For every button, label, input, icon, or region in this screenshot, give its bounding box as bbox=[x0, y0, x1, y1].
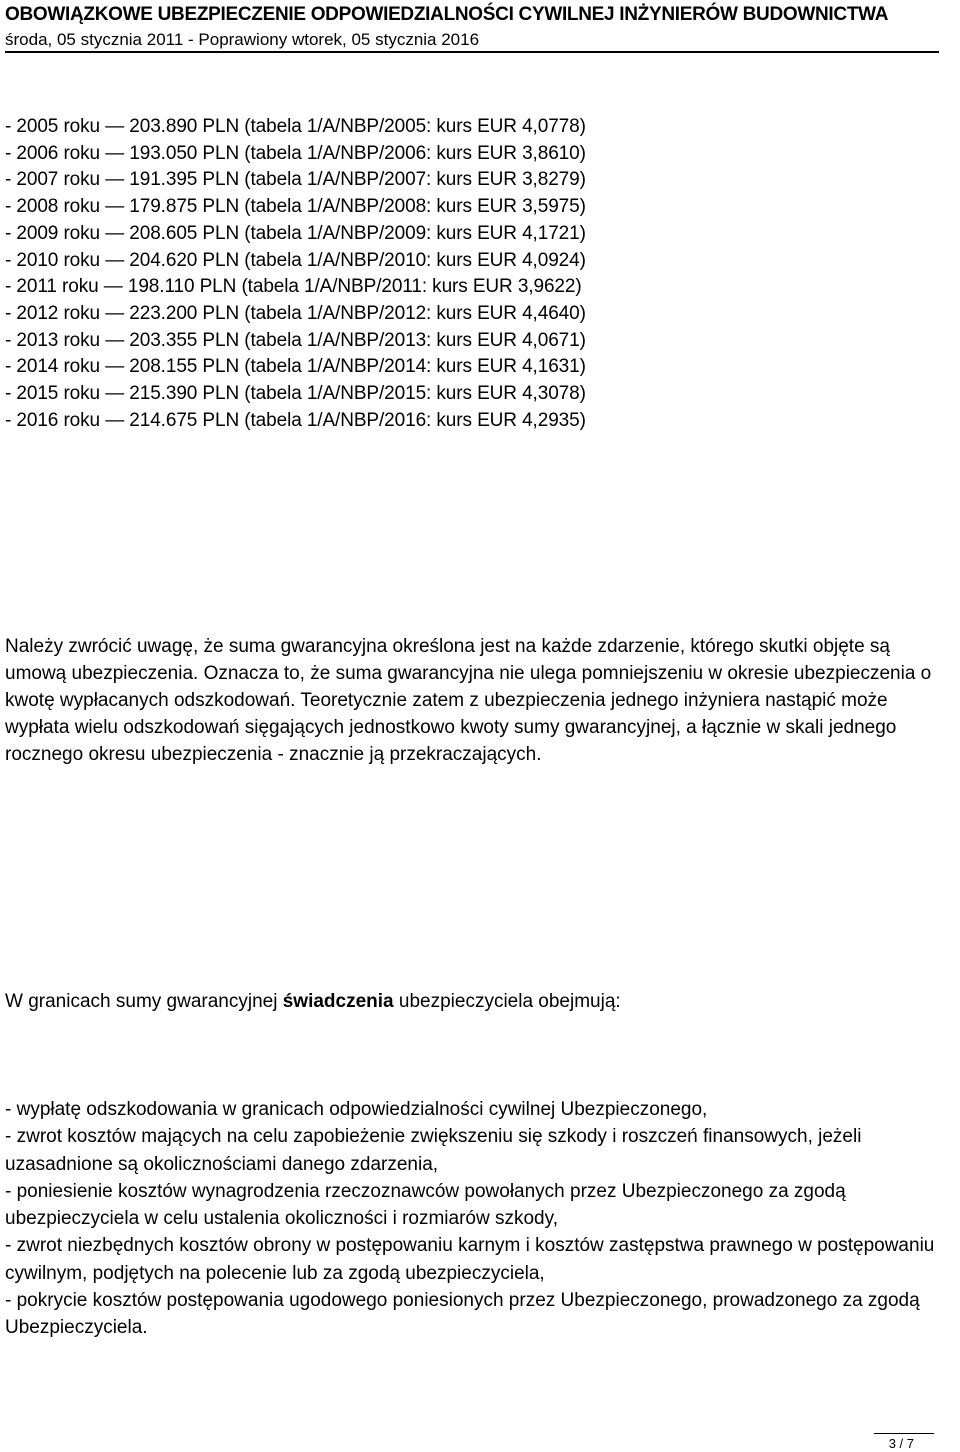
footer-divider bbox=[874, 1433, 934, 1434]
benefits-list bbox=[5, 1096, 945, 1342]
guarantee-note-paragraph: Należy zwrócić uwagę, że suma gwarancyjna określona jest na każde zdarzenie, którego skutki objęte są umową ubezpieczenia. Oznacza to, że suma gwarancyjna nie ulega pomniejszeniu w okresie ubezpieczenia o kwotę wypłacanych odszkodowań. Teoretycznie zatem z ubezpieczenia jednego inżyniera nastąpić może wypłata wielu odszkodowań sięgających jednostkowo kwoty sumy gwarancyjnej, a łącznie w skali jednego rocznego okresu ubezpieczenia - znacznie ją przekraczających. bbox=[5, 636, 932, 765]
list-item: - 2007 roku — 191.395 PLN (tabela 1/A/NBP/2007: kurs EUR 3,8279) bbox=[5, 169, 586, 191]
list-item: - 2008 roku — 179.875 PLN (tabela 1/A/NBP/2008: kurs EUR 3,5975) bbox=[5, 196, 586, 218]
list-item: - zwrot niezbędnych kosztów obrony w postępowaniu karnym i kosztów zastępstwa prawnego w postępowaniu cywilnym, podjętych na polecenie lub za zgodą ubezpieczyciela, bbox=[5, 1235, 935, 1284]
list-item: - 2014 roku — 208.155 PLN (tabela 1/A/NBP/2014: kurs EUR 4,1631) bbox=[5, 356, 586, 378]
document-date-line: środa, 05 stycznia 2011 - Poprawiony wtorek, 05 stycznia 2016 bbox=[5, 30, 480, 49]
benefits-intro-paragraph bbox=[5, 988, 945, 1015]
list-item: - wypłatę odszkodowania w granicach odpowiedzialności cywilnej Ubezpieczonego, bbox=[5, 1099, 708, 1120]
list-item: - poniesienie kosztów wynagrodzenia rzeczoznawców powołanych przez Ubezpieczonego za zgodą ubezpieczyciela w celu ustalenia okoliczności i rozmiarów szkody, bbox=[5, 1180, 846, 1230]
guarantee-amounts-list bbox=[5, 114, 586, 434]
document-title: OBOWIĄZKOWE UBEZPIECZENIE ODPOWIEDZIALNOŚCI CYWILNEJ INŻYNIERÓW BUDOWNICTWA bbox=[5, 4, 889, 25]
list-item: - 2006 roku — 193.050 PLN (tabela 1/A/NBP/2006: kurs EUR 3,8610) bbox=[5, 142, 586, 164]
list-item: - 2011 roku — 198.110 PLN (tabela 1/A/NBP/2011: kurs EUR 3,9622) bbox=[5, 276, 582, 298]
list-item: - zwrot kosztów mających na celu zapobieżenie zwiększeniu się szkody i roszczeń finansowych, jeżeli uzasadnione są okolicznościami danego zdarzenia, bbox=[5, 1126, 862, 1175]
list-item: - 2012 roku — 223.200 PLN (tabela 1/A/NBP/2012: kurs EUR 4,4640) bbox=[5, 302, 586, 324]
page-header bbox=[5, 0, 955, 51]
list-item: - pokrycie kosztów postępowania ugodowego poniesionych przez Ubezpieczonego, prowadzonego za zgodą Ubezpieczyciela. bbox=[5, 1290, 920, 1339]
list-item: - 2016 roku — 214.675 PLN (tabela 1/A/NBP/2016: kurs EUR 4,2935) bbox=[5, 409, 586, 431]
list-item: - 2013 roku — 203.355 PLN (tabela 1/A/NBP/2013: kurs EUR 4,0671) bbox=[5, 329, 586, 351]
list-item: - 2009 roku — 208.605 PLN (tabela 1/A/NBP/2009: kurs EUR 4,1721) bbox=[5, 222, 586, 244]
list-item: - 2015 roku — 215.390 PLN (tabela 1/A/NBP/2015: kurs EUR 4,3078) bbox=[5, 383, 586, 405]
benefits-intro-bold: świadczenia bbox=[282, 991, 394, 1012]
list-item: - 2005 roku — 203.890 PLN (tabela 1/A/NBP/2005: kurs EUR 4,0778) bbox=[5, 116, 586, 137]
list-item: - 2010 roku — 204.620 PLN (tabela 1/A/NBP/2010: kurs EUR 4,0924) bbox=[5, 249, 586, 271]
benefits-intro-text: ubezpieczyciela obejmują: bbox=[393, 991, 621, 1012]
benefits-intro-text: W granicach sumy gwarancyjnej bbox=[5, 991, 283, 1012]
header-divider bbox=[5, 51, 939, 53]
page-number: 3 / 7 bbox=[888, 1436, 914, 1451]
